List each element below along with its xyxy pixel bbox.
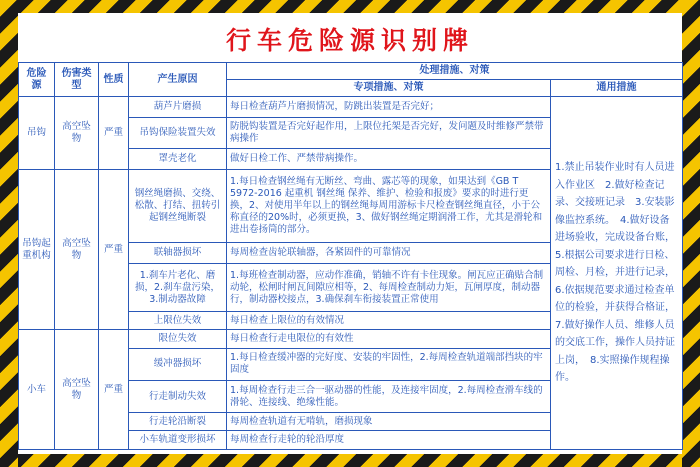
hazard-measure: 1.每日检查钢丝绳有无断丝、弯曲、露芯等的现象，如果达到《GB T 5972-2016 起重机 钢丝绳 保养、维护、检验和报废》要求的时进行更换，2、对使用半年以上的钢丝绳每周用游标卡尺检查钢丝绳直径，小于公称直径的20%时，必须更换，3、做好钢丝绳定期润滑工作，尤其是滑轮和进出卷扬筒的部分。 <box>227 169 551 242</box>
hazard-measure: 每日检查行走电限位的有效性 <box>227 330 551 348</box>
hazard-nature: 严重 <box>99 97 129 169</box>
hazard-measure: 每周检查轨道有无啃轨，磨损现象 <box>227 413 551 431</box>
hazard-cause: 小车轨道变形损坏 <box>129 431 227 450</box>
sign-board <box>18 13 682 454</box>
hazard-stripe-top <box>0 0 700 13</box>
hazard-cause: 缓冲器损坏 <box>129 348 227 380</box>
hazard-measure: 1.每班检查制动器，应动作准确，销轴不许有卡住现象。闸瓦应正确贴合制动轮，松闸时闸瓦间隙应相等，2、每周检查制动力矩，瓦闸厚度，制动器行，制动器校接点，3.确保刹车衔接装置正常使用 <box>227 263 551 311</box>
hazard-type: 高空坠物 <box>55 97 99 169</box>
hazard-table <box>18 62 683 450</box>
table-row <box>19 97 683 118</box>
hazard-source: 吊钩 <box>19 97 55 169</box>
hazard-stripe-right <box>682 0 700 467</box>
hazard-stripe-bottom <box>0 454 700 467</box>
header-nature: 性质 <box>99 63 129 97</box>
hazard-measure: 每日检查上限位的有效情况 <box>227 312 551 330</box>
hazard-cause: 罩壳老化 <box>129 149 227 170</box>
hazard-type: 高空坠物 <box>55 330 99 450</box>
header-cause: 产生原因 <box>129 63 227 97</box>
hazard-source: 小车 <box>19 330 55 450</box>
header-source: 危险源 <box>19 63 55 97</box>
hazard-measure: 每日检查葫芦片磨损情况，防跳出装置是否完好； <box>227 97 551 118</box>
hazard-cause: 行走制动失效 <box>129 380 227 412</box>
header-special-measures: 专项措施、对策 <box>227 80 551 97</box>
hazard-measure: 防脱钩装置是否完好起作用，上限位托架是否完好，发问题及时维修严禁带病操作 <box>227 118 551 149</box>
header-measures: 处理措施、对策 <box>227 63 683 80</box>
hazard-cause: 上限位失效 <box>129 312 227 330</box>
hazard-nature: 严重 <box>99 330 129 450</box>
hazard-measure: 每周检查齿轮联轴器，各紧固件的可靠情况 <box>227 243 551 264</box>
header-general-measures: 通用措施 <box>551 80 683 97</box>
hazard-cause: 吊钩保险装置失效 <box>129 118 227 149</box>
hazard-stripe-left <box>0 0 18 467</box>
general-measures: 1.禁止吊装作业时有人员进入作业区 2.做好检查记录、交接班记录 3.安装影像监控系统。 4.做好设备进场验收，完成设备台账， 5.根据公司要求进行日检、周检、月检，并进行记录，6.依据规范要求通过检查单位的检验，并获得合格证， 7.做好操作人员、维修人员的交底工作，操作人员持证上岗， 8.实照操作规程操作。 <box>551 97 683 450</box>
hazard-measure: 1.每周检查行走三合一驱动器的性能，及连接牢固度，2.每周检查滑车线的滑轮、连接线、绝缘性能。 <box>227 380 551 412</box>
hazard-type: 高空坠物 <box>55 169 99 330</box>
hazard-measure: 做好日检工作、严禁带病操作。 <box>227 149 551 170</box>
hazard-nature: 严重 <box>99 169 129 330</box>
hazard-cause: 钢丝绳磨损、交绕、松散、打结、扭转引起钢丝绳断裂 <box>129 169 227 242</box>
hazard-source: 吊钩起重机构 <box>19 169 55 330</box>
hazard-cause: 葫芦片磨损 <box>129 97 227 118</box>
hazard-cause: 联轴器损坏 <box>129 243 227 264</box>
hazard-measure: 1.每日检查缓冲器的完好度、安装的牢固性，2.每周检查轨道端部挡块的牢固度 <box>227 348 551 380</box>
page-title: 行车危险源识别牌 <box>225 26 474 55</box>
header-hazard-type: 伤害类型 <box>55 63 99 97</box>
hazard-cause: 行走轮沿断裂 <box>129 413 227 431</box>
hazard-cause: 限位失效 <box>129 330 227 348</box>
hazard-cause: 1.刹车片老化、磨损，2.刹车盘污染，3.制动器故障 <box>129 263 227 311</box>
hazard-measure: 每周检查行走轮的轮沿厚度 <box>227 431 551 450</box>
